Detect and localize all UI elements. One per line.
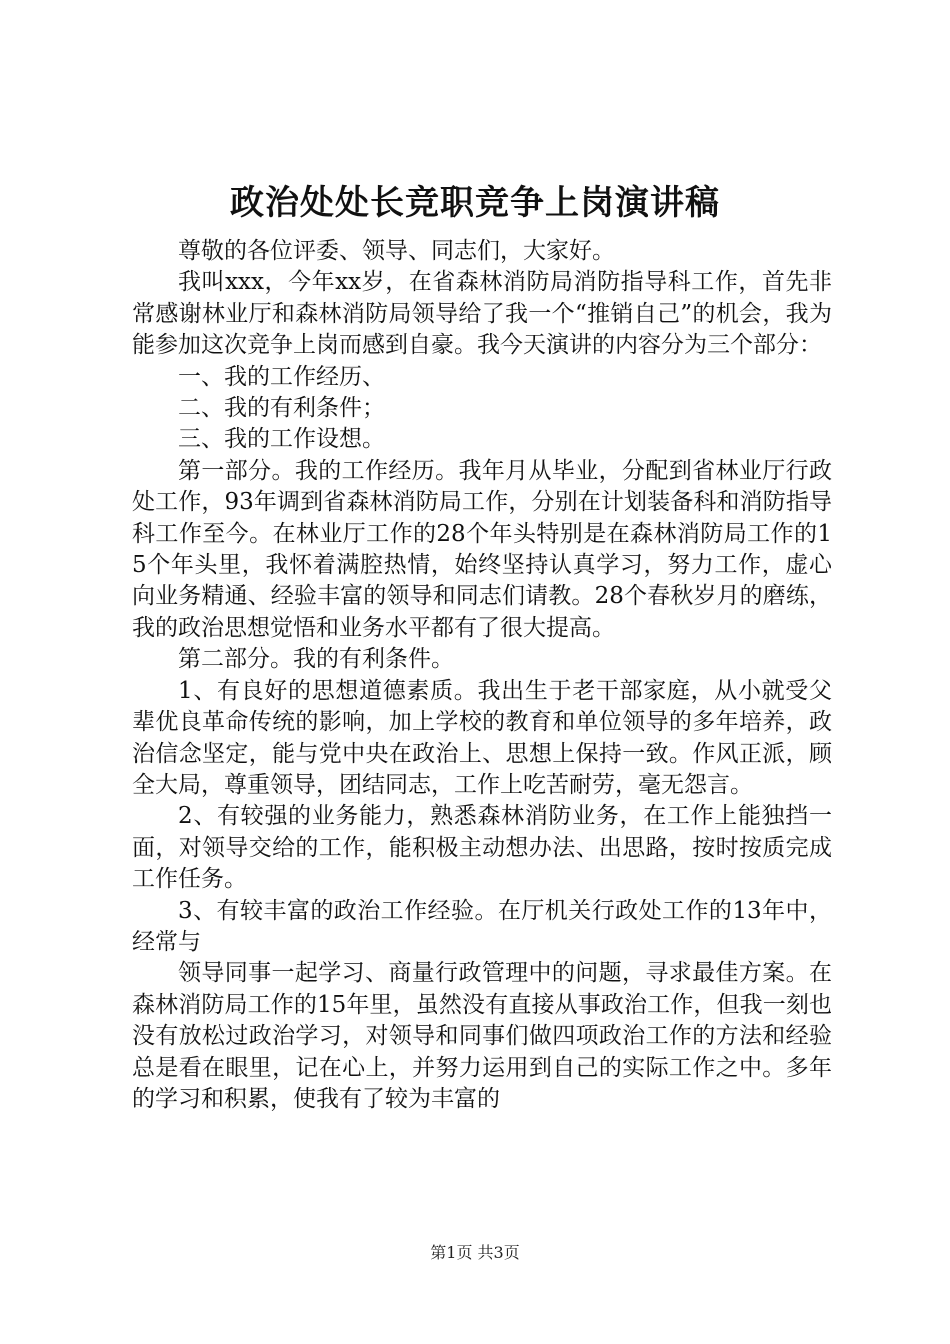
document-title: 政治处处长竞职竞争上岗演讲稿 (230, 183, 720, 223)
outline-item-2: 二、我的有利条件； (178, 395, 385, 422)
paragraph-condition-3: 3、有较丰富的政治工作经验。在厅机关行政处工作的13年中，经常与 (132, 897, 832, 955)
paragraph-condition-2: 2、有较强的业务能力，熟悉森林消防业务，在工作上能独挡一面，对领导交给的工作，能积极主动想办法、出思路，按时按质完成工作任务。 (132, 803, 832, 893)
paragraph-part-one: 第一部分。我的工作经历。我年月从毕业，分配到省林业厅行政处工作，93年调到省森林消防局工作，分别在计划装备科和消防指导科工作至今。在林业厅工作的28个年头特别是在森林消防局工作的15个年头里，我怀着满腔热情，始终坚持认真学习，努力工作，虚心向业务精通、经验丰富的领导和同志们请教。28个春秋岁月的磨练，我的政治思想觉悟和业务水平都有了很大提高。 (132, 457, 832, 641)
paragraph-part-two-heading: 第二部分。我的有利条件。 (178, 646, 454, 673)
paragraph-condition-1: 1、有良好的思想道德素质。我出生于老干部家庭，从小就受父辈优良革命传统的影响，加上学校的教育和单位领导的多年培养，政治信念坚定，能与党中央在政治上、思想上保持一致。作风正派，顾全大局，尊重领导，团结同志，工作上吃苦耐劳，毫无怨言。 (132, 677, 832, 798)
paragraph-introduction: 我叫xxx，今年xx岁，在省森林消防局消防指导科工作，首先非常感谢林业厅和森林消防局领导给了我一个“推销自己”的机会，我为能参加这次竞争上岗而感到自豪。我今天演讲的内容分为三个部分： (132, 269, 832, 359)
document-body (132, 236, 832, 1115)
page-footer: 第1页 共3页 (430, 1243, 520, 1262)
paragraph-condition-3-continued: 领导同事一起学习、商量行政管理中的问题，寻求最佳方案。在森林消防局工作的15年里，虽然没有直接从事政治工作，但我一刻也没有放松过政治学习，对领导和同事们做四项政治工作的方法和经验总是看在眼里，记在心上，并努力运用到自己的实际工作之中。多年的学习和积累，使我有了较为丰富的 (132, 960, 832, 1112)
outline-item-3: 三、我的工作设想。 (178, 426, 385, 453)
paragraph-greeting: 尊敬的各位评委、领导、同志们，大家好。 (178, 238, 615, 264)
outline-item-1: 一、我的工作经历、 (178, 363, 385, 390)
